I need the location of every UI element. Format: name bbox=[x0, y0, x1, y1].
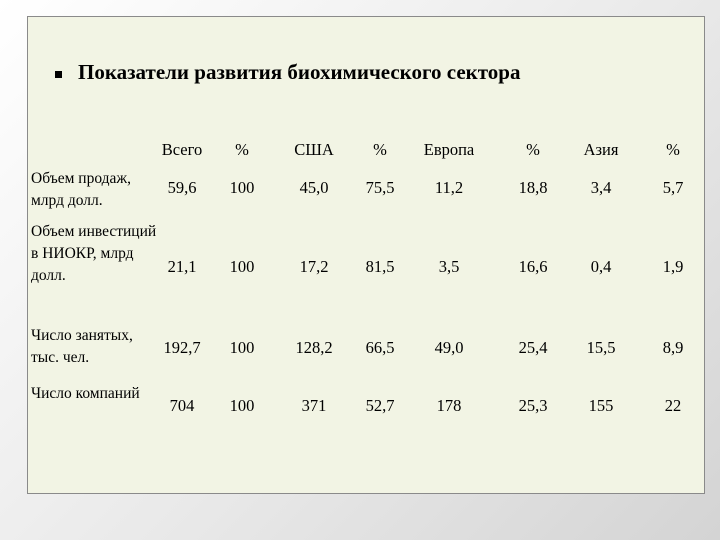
table-cell: 8,9 bbox=[662, 338, 684, 357]
table-cell: 16,6 bbox=[518, 257, 548, 276]
table-cell: 371 bbox=[301, 396, 327, 415]
table-cell: 128,2 bbox=[295, 338, 333, 357]
table-cell: 3,4 bbox=[590, 178, 612, 197]
table-cell: 704 bbox=[169, 396, 195, 415]
table-cell: 100 bbox=[229, 396, 255, 415]
table-cell: 49,0 bbox=[434, 338, 464, 357]
table-cell: 1,9 bbox=[662, 257, 684, 276]
table-cell: 66,5 bbox=[365, 338, 395, 357]
column-header: Всего bbox=[161, 140, 203, 159]
column-header: % bbox=[373, 140, 387, 159]
table-cell: 59,6 bbox=[167, 178, 197, 197]
table-cell: 15,5 bbox=[586, 338, 616, 357]
table-cell: 100 bbox=[229, 338, 255, 357]
table-cell: 81,5 bbox=[365, 257, 395, 276]
table-cell: 0,4 bbox=[590, 257, 612, 276]
slide-title: Показатели развития биохимического сектора bbox=[78, 60, 521, 84]
table-cell: 52,7 bbox=[365, 396, 395, 415]
table-cell: 75,5 bbox=[365, 178, 395, 197]
table-cell: 18,8 bbox=[518, 178, 548, 197]
table-cell: 25,3 bbox=[518, 396, 548, 415]
row-label: Объем инвестиций в НИОКР, млрд долл. bbox=[31, 223, 157, 284]
table-cell: 25,4 bbox=[518, 338, 548, 357]
row-label: Число занятых, тыс. чел. bbox=[31, 327, 133, 366]
table-cell: 192,7 bbox=[163, 338, 201, 357]
row-label: Объем продаж, млрд долл. bbox=[31, 170, 131, 209]
column-header: % bbox=[526, 140, 540, 159]
table-cell: 11,2 bbox=[434, 178, 464, 197]
table-cell: 100 bbox=[229, 178, 255, 197]
column-header: % bbox=[666, 140, 680, 159]
table-cell: 5,7 bbox=[662, 178, 684, 197]
table-cell: 3,5 bbox=[438, 257, 460, 276]
column-header: США bbox=[294, 140, 334, 159]
table-cell: 17,2 bbox=[299, 257, 329, 276]
table-cell: 100 bbox=[229, 257, 255, 276]
table-cell: 21,1 bbox=[167, 257, 197, 276]
column-header: % bbox=[235, 140, 249, 159]
column-header: Азия bbox=[583, 140, 619, 159]
column-header: Европа bbox=[423, 140, 475, 159]
table-cell: 22 bbox=[664, 396, 682, 415]
table-cell: 155 bbox=[588, 396, 614, 415]
row-label: Число компаний bbox=[31, 385, 140, 402]
square-bullet-icon bbox=[55, 71, 62, 78]
table-cell: 45,0 bbox=[299, 178, 329, 197]
table-cell: 178 bbox=[436, 396, 462, 415]
